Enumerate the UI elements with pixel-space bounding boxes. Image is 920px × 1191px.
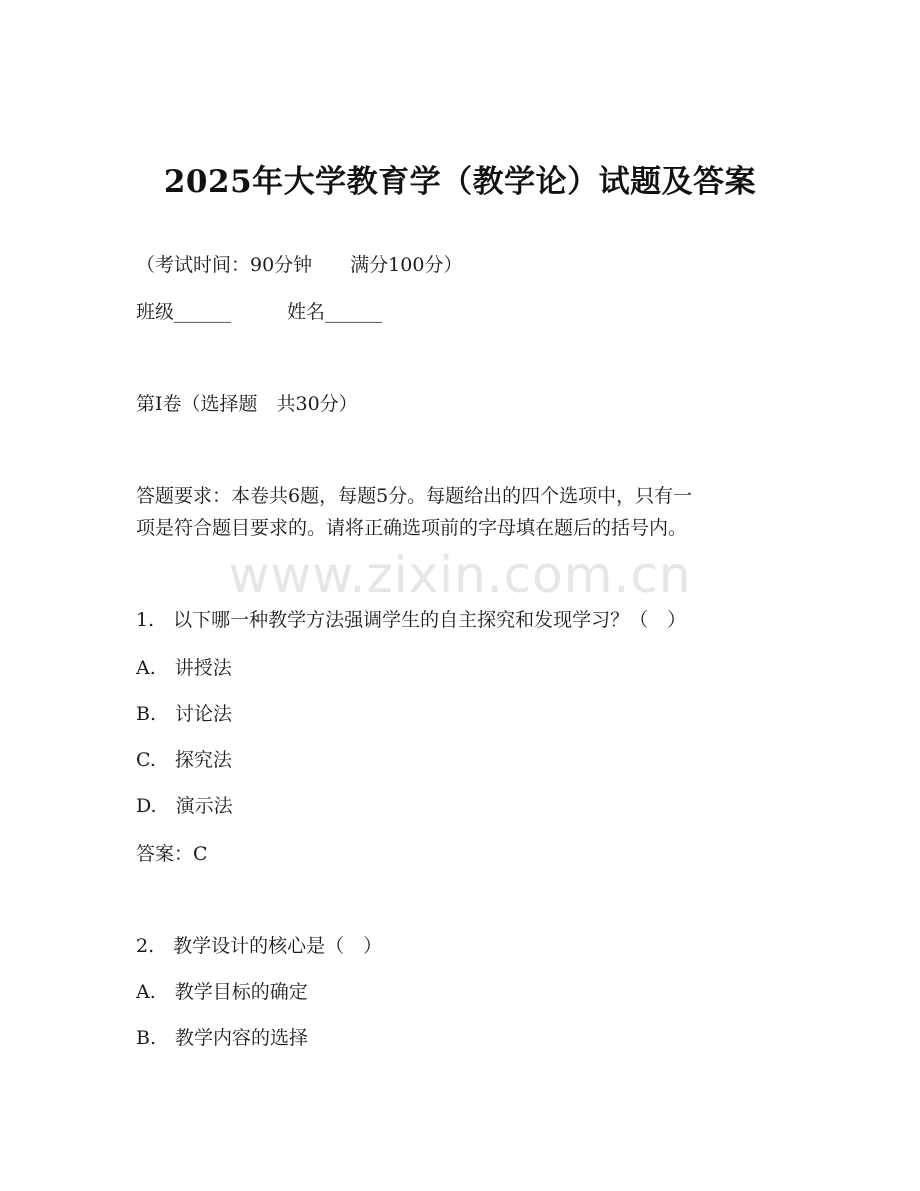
- section-title: 第I卷（选择题 共30分）: [136, 393, 358, 415]
- instructions-line-2: 项是符合题目要求的。请将正确选项前的字母填在题后的括号内。: [136, 517, 688, 539]
- question-stem: 2. 教学设计的核心是（ ）: [136, 935, 383, 957]
- question-option: A. 讲授法: [136, 657, 232, 679]
- exam-info: （考试时间：90分钟 满分100分）: [136, 254, 463, 276]
- page-title: 2025年大学教育学（教学论）试题及答案: [163, 164, 757, 200]
- question-option: C. 探究法: [136, 749, 232, 771]
- name-field-label: 姓名______: [287, 301, 383, 323]
- question-option: A. 教学目标的确定: [136, 981, 308, 1003]
- question-option: B. 教学内容的选择: [136, 1027, 309, 1049]
- question-answer: 答案：C: [136, 843, 208, 865]
- question-option: D. 演示法: [136, 795, 233, 817]
- question-stem: 1. 以下哪一种教学方法强调学生的自主探究和发现学习？（ ）: [136, 609, 687, 631]
- student-info-row: [136, 300, 382, 324]
- question-option: B. 讨论法: [136, 703, 233, 725]
- class-field-label: 班级______: [136, 301, 232, 323]
- watermark: www.zixin.com.cn: [228, 546, 692, 604]
- instructions-line-1: 答题要求：本卷共6题，每题5分。每题给出的四个选项中，只有一: [136, 485, 693, 507]
